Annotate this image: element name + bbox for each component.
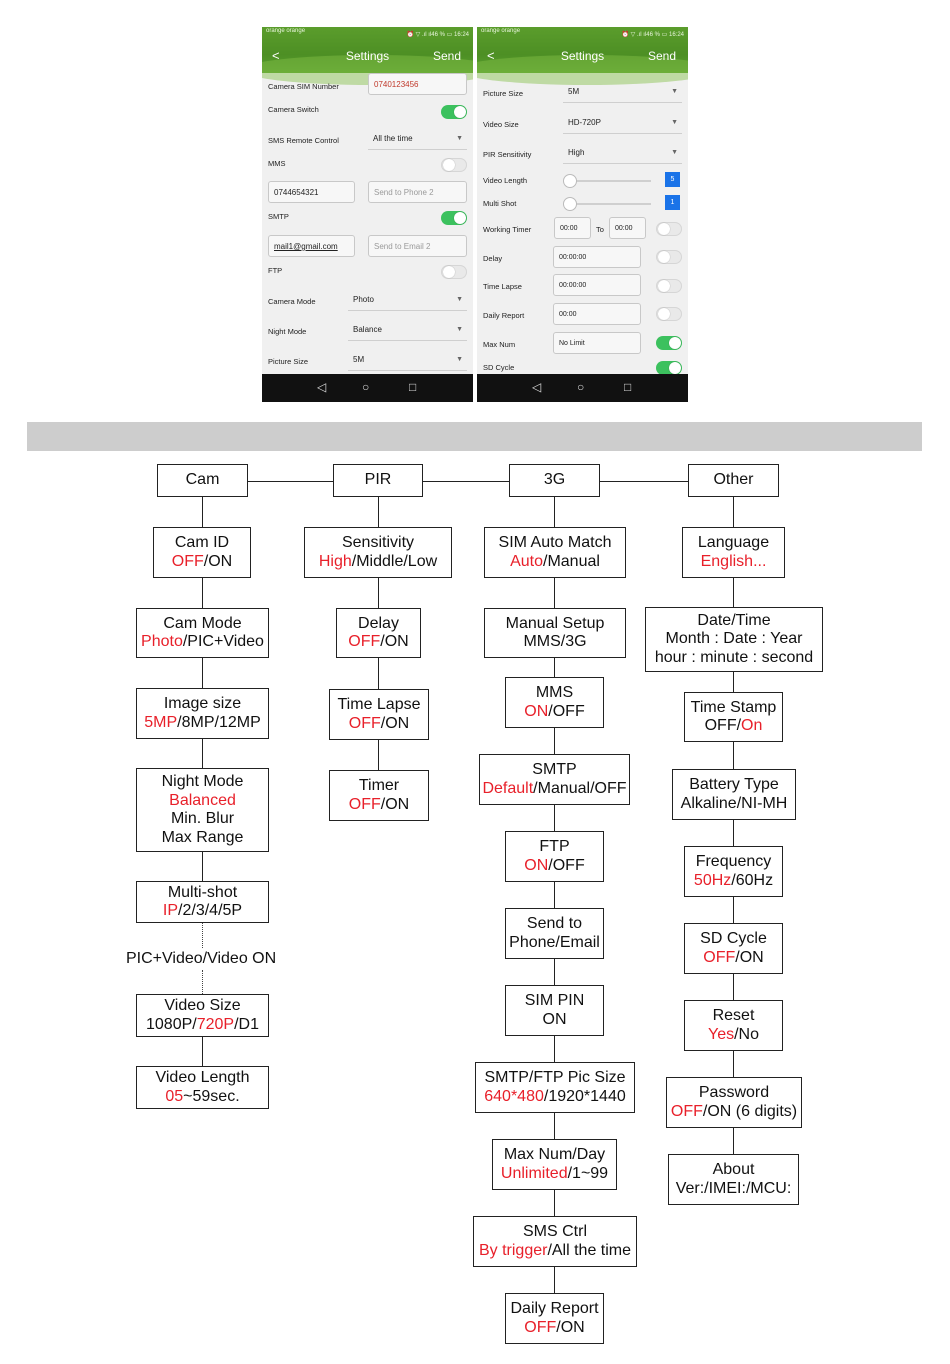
sd-cycle-box — [684, 923, 783, 974]
max-num-box — [492, 1139, 617, 1190]
box-title: Frequency — [695, 853, 772, 870]
box-title: Max Num/Day — [503, 1146, 606, 1163]
sim-pin-box — [505, 985, 604, 1036]
other-options: /Manual/OFF — [533, 779, 627, 797]
smtp-toggle[interactable] — [441, 211, 467, 225]
working-timer-toggle[interactable] — [656, 222, 682, 236]
other-header-label: Other — [713, 471, 754, 489]
connector-line — [733, 897, 734, 923]
other-options: /2/3/4/5P — [178, 902, 243, 919]
night-mode-select[interactable] — [348, 319, 467, 341]
dropdown-arrow-icon: ▼ — [456, 356, 463, 363]
night-mode-box — [136, 768, 269, 852]
connector-line — [554, 1190, 555, 1216]
mms-label: MMS — [268, 159, 286, 168]
ftp-toggle[interactable] — [441, 265, 467, 279]
mms-box — [505, 677, 604, 728]
back-icon[interactable]: < — [272, 48, 280, 63]
connector-line — [378, 578, 379, 608]
default-option: ON — [524, 856, 549, 874]
box-title: SD Cycle — [700, 930, 767, 947]
box-title: Cam Mode — [163, 614, 242, 632]
box-title: Password — [698, 1084, 770, 1101]
camera-sim-input[interactable]: 0740123456 — [368, 73, 467, 95]
connector-line — [423, 481, 509, 482]
other-options: /Middle/Low — [351, 552, 438, 570]
title-bar — [477, 46, 688, 66]
box-title: Time Stamp — [690, 698, 777, 716]
other-options: /ON — [735, 948, 764, 966]
default-option: 50Hz — [693, 871, 732, 889]
connector-line — [554, 497, 555, 527]
delay-input[interactable]: 00:00:00 — [553, 246, 641, 268]
default-option: OFF — [703, 948, 736, 966]
3g-header-label: 3G — [543, 471, 566, 489]
box-title: About — [712, 1161, 755, 1178]
connector-line — [733, 672, 734, 692]
box-title: MMS — [535, 684, 574, 701]
option-line: Month : Date : Year — [665, 630, 803, 648]
phone2-input[interactable]: Send to Phone 2 — [368, 181, 467, 203]
battery-type-box — [672, 769, 796, 820]
default-option: Auto — [510, 552, 543, 570]
night-mode-value: Balance — [353, 325, 382, 334]
nav-home-icon[interactable]: ○ — [362, 380, 370, 394]
connector-line — [202, 497, 203, 527]
connector-line — [554, 805, 555, 831]
other-options: /D1 — [234, 1015, 259, 1033]
default-option: OFF — [348, 714, 381, 732]
timer-to-label: To — [596, 225, 604, 234]
nav-back-icon[interactable]: ◁ — [532, 380, 542, 394]
smtp-label: SMTP — [268, 212, 289, 221]
other-options: /ON (6 digits) — [702, 1102, 798, 1120]
connector-line — [378, 740, 379, 770]
video-length-label: Video Length — [483, 176, 528, 185]
camera-switch-label: Camera Switch — [268, 105, 319, 114]
email1-input[interactable]: mail1@gmail.com — [268, 235, 355, 257]
default-option: OFF — [348, 633, 381, 650]
delay-label: Delay — [483, 254, 503, 263]
dropdown-arrow-icon: ▼ — [456, 135, 463, 142]
option-line: MMS/3G — [523, 633, 587, 650]
option-line: Alkaline/NI-MH — [680, 794, 788, 812]
android-nav-bar — [477, 374, 688, 402]
other-options: /ON — [380, 795, 410, 813]
page-title: Settings — [560, 49, 605, 63]
dropdown-arrow-icon: ▼ — [671, 88, 678, 95]
default-option: 05 — [165, 1087, 184, 1105]
other-options: /Manual — [543, 552, 600, 570]
video-size-label: Video Size — [483, 120, 519, 129]
time-lapse-input[interactable]: 00:00:00 — [553, 274, 641, 296]
box-title: Video Size — [164, 997, 241, 1014]
connector-line — [600, 481, 688, 482]
night-mode-label: Night Mode — [268, 327, 307, 336]
dropdown-arrow-icon: ▼ — [671, 149, 678, 156]
other-options: /1920*1440 — [543, 1087, 626, 1105]
box-title: Send to — [526, 915, 583, 932]
dropdown-arrow-icon: ▼ — [671, 119, 678, 126]
android-nav-bar — [262, 374, 473, 402]
box-title: Night Mode — [161, 773, 244, 790]
connector-line — [554, 578, 555, 608]
send-button[interactable]: Send — [647, 49, 676, 63]
cam-header — [157, 464, 248, 497]
option-prefix: 1080P/ — [146, 1015, 197, 1033]
timer-from-input[interactable]: 00:00 — [554, 217, 591, 239]
multi-shot-label: Multi Shot — [483, 199, 517, 208]
other-options: /1~99 — [567, 1164, 609, 1182]
sms-remote-label: SMS Remote Control — [268, 136, 339, 145]
default-option: Default — [482, 779, 534, 797]
other-options: /8MP/12MP — [177, 713, 261, 731]
connector-line — [554, 959, 555, 985]
pir-sensitivity-label: PIR Sensitivity — [483, 150, 532, 159]
default-option: By trigger — [478, 1241, 548, 1259]
password-box — [666, 1077, 802, 1128]
manual-setup-box — [484, 608, 626, 658]
default-option: English... — [700, 552, 767, 570]
box-title: Cam ID — [174, 534, 230, 551]
other-options: /60Hz — [731, 871, 774, 889]
pir-header — [333, 464, 423, 497]
default-option: OFF — [524, 1318, 557, 1336]
video-size-box — [136, 994, 269, 1037]
phone-screenshot-left — [262, 27, 473, 402]
multi-shot-box — [136, 881, 269, 923]
default-option: 640*480 — [484, 1087, 544, 1105]
pic-size-box — [475, 1062, 635, 1113]
other-options: ~59sec. — [183, 1087, 240, 1105]
delay-box — [336, 608, 421, 658]
sms-remote-select[interactable] — [368, 128, 467, 150]
slider-handle[interactable] — [563, 197, 577, 211]
image-size-box — [136, 688, 269, 739]
nav-home-icon[interactable]: ○ — [577, 380, 585, 394]
box-title: Time Lapse — [337, 696, 421, 713]
nav-back-icon[interactable]: ◁ — [317, 380, 327, 394]
max-num-input[interactable]: No Limit — [553, 332, 641, 354]
status-bar — [266, 29, 469, 39]
box-title: Battery Type — [689, 776, 779, 793]
video-length-slider[interactable] — [565, 180, 651, 182]
time-stamp-box — [684, 692, 783, 742]
default-option: OFF — [670, 1102, 703, 1120]
reset-box — [684, 1000, 783, 1051]
connector-line — [733, 497, 734, 527]
camera-mode-label: Camera Mode — [268, 297, 316, 306]
other-options: /OFF — [548, 856, 585, 874]
default-option: 720P — [196, 1015, 235, 1033]
option-line: Ver:/IMEI:/MCU: — [675, 1179, 792, 1197]
sim-auto-match-box — [484, 527, 626, 578]
cam-id-box — [153, 527, 251, 578]
default-option: OFF — [171, 552, 204, 570]
connector-line — [378, 658, 379, 689]
default-option: Yes — [707, 1025, 735, 1043]
box-title: Multi-shot — [167, 883, 238, 901]
title-bar — [262, 46, 473, 66]
connector-line — [378, 497, 379, 527]
other-header — [688, 464, 779, 497]
camera-sim-label: Camera SIM Number — [268, 82, 339, 91]
time-lapse-toggle[interactable] — [656, 279, 682, 293]
connector-line — [733, 1128, 734, 1154]
connector-line — [554, 658, 555, 677]
other-options: /ON — [380, 633, 409, 650]
box-title: Image size — [163, 695, 242, 712]
cam-header-label: Cam — [185, 471, 220, 489]
send-button[interactable]: Send — [432, 49, 461, 63]
mms-toggle[interactable] — [441, 158, 467, 172]
box-title: Reset — [712, 1007, 755, 1024]
other-options: /OFF — [548, 702, 585, 720]
camera-switch-toggle[interactable] — [441, 105, 467, 119]
daily-report-toggle[interactable] — [656, 307, 682, 321]
default-option: On — [741, 717, 763, 734]
box-title: SIM PIN — [524, 992, 585, 1009]
sms-remote-value: All the time — [373, 134, 413, 143]
multi-shot-value: 1 — [665, 195, 680, 210]
working-timer-label: Working Timer — [483, 225, 532, 234]
default-option: Photo — [141, 633, 183, 650]
smtp-box — [479, 754, 630, 805]
frequency-box — [684, 846, 783, 897]
connector-line — [202, 852, 203, 881]
box-title: SMTP — [532, 761, 577, 778]
box-title: SIM Auto Match — [498, 534, 612, 551]
default-option: 5MP — [144, 713, 178, 731]
other-options: /ON — [380, 714, 410, 732]
about-box — [668, 1154, 799, 1205]
option-line: Phone/Email — [509, 933, 600, 951]
sd-cycle-label: SD Cycle — [483, 363, 515, 372]
multi-shot-slider[interactable] — [565, 203, 651, 205]
connector-line — [733, 820, 734, 846]
dotted-connector — [202, 970, 203, 994]
connector-line — [733, 578, 734, 607]
timer-box — [329, 770, 429, 821]
connector-line — [554, 882, 555, 908]
box-title: Sensitivity — [341, 534, 415, 551]
option-line: ON — [542, 1010, 567, 1028]
box-title: SMTP/FTP Pic Size — [484, 1069, 626, 1086]
box-title: Daily Report — [510, 1300, 599, 1317]
3g-header — [509, 464, 600, 497]
box-title: SMS Ctrl — [523, 1223, 587, 1240]
send-to-box — [505, 908, 604, 959]
connector-line — [202, 739, 203, 768]
video-size-value: HD-720P — [568, 118, 601, 127]
video-size-select[interactable] — [563, 112, 682, 134]
cam-mode-box — [136, 608, 269, 658]
box-title: Date/Time — [697, 611, 771, 629]
camera-mode-select[interactable] — [348, 289, 467, 311]
time-lapse-label: Time Lapse — [483, 282, 522, 291]
connector-line — [554, 1036, 555, 1062]
connector-line — [554, 728, 555, 754]
option-line: Max Range — [161, 828, 244, 846]
picture-size-select[interactable] — [348, 349, 467, 371]
connector-line — [733, 974, 734, 1000]
status-icons: ⏰ ▽ .ıl ıl46 % ▭ 16:24 — [621, 32, 684, 38]
carrier-label: orange orange — [266, 28, 306, 34]
other-options: /ON — [556, 1318, 585, 1336]
picture-size-label: Picture Size — [268, 357, 309, 366]
email2-input[interactable]: Send to Email 2 — [368, 235, 467, 257]
box-title: Language — [697, 534, 770, 551]
max-num-toggle[interactable] — [656, 336, 682, 350]
picture-size-label: Picture Size — [483, 89, 524, 98]
pir-sensitivity-value: High — [568, 148, 585, 157]
daily-report-box — [505, 1293, 604, 1344]
default-option: IP — [162, 902, 179, 919]
daily-report-input[interactable]: 00:00 — [553, 303, 641, 325]
picture-size-value: 5M — [568, 87, 580, 96]
sms-ctrl-box — [473, 1216, 637, 1267]
connector-line — [554, 1113, 555, 1139]
other-options: /No — [734, 1025, 759, 1043]
dotted-connector — [202, 923, 203, 948]
box-title: Delay — [358, 614, 399, 632]
phone1-input[interactable]: 0744654321 — [268, 181, 355, 203]
connector-line — [733, 742, 734, 769]
phone-screenshot-right — [477, 27, 688, 402]
max-num-label: Max Num — [483, 340, 516, 349]
default-option: High — [318, 552, 352, 570]
delay-toggle[interactable] — [656, 250, 682, 264]
connector-line — [202, 578, 203, 608]
video-length-value: 5 — [665, 172, 680, 187]
box-title: Video Length — [155, 1069, 250, 1086]
connector-line — [248, 481, 333, 482]
other-options: /All the time — [547, 1241, 632, 1259]
slider-handle[interactable] — [563, 174, 577, 188]
connector-line — [733, 1051, 734, 1077]
sensitivity-box — [304, 527, 452, 578]
time-lapse-box — [329, 689, 429, 740]
language-box — [682, 527, 785, 578]
connector-line — [554, 1267, 555, 1293]
default-option: Unlimited — [500, 1164, 568, 1182]
nav-recent-icon[interactable]: □ — [624, 380, 632, 394]
sd-cycle-toggle[interactable] — [656, 361, 682, 375]
default-option: ON — [524, 702, 549, 720]
video-length-box — [136, 1066, 269, 1109]
carrier-label: orange orange — [481, 28, 521, 34]
daily-report-label: Daily Report — [483, 311, 525, 320]
back-icon[interactable]: < — [487, 48, 495, 63]
connector-line — [202, 1037, 203, 1066]
section-divider-bar — [27, 422, 922, 451]
box-title: Timer — [358, 777, 400, 794]
other-options: /ON — [203, 552, 233, 570]
option-line: Min. Blur — [170, 810, 235, 827]
pic-video-note: PIC+Video/Video ON — [126, 950, 277, 967]
pir-header-label: PIR — [364, 471, 392, 489]
option-line: hour : minute : second — [654, 648, 814, 666]
ftp-label: FTP — [268, 266, 283, 275]
other-options: /PIC+Video — [182, 633, 264, 650]
status-bar — [481, 29, 684, 39]
timer-to-input[interactable]: 00:00 — [609, 217, 646, 239]
picture-size-value: 5M — [353, 355, 365, 364]
page-title: Settings — [345, 49, 390, 63]
default-option: OFF — [348, 795, 381, 813]
connector-line — [202, 658, 203, 688]
date-time-box — [645, 607, 823, 672]
camera-mode-value: Photo — [353, 295, 374, 304]
ftp-box — [505, 831, 604, 882]
nav-recent-icon[interactable]: □ — [409, 380, 417, 394]
option-prefix: OFF/ — [704, 717, 742, 734]
box-title: FTP — [539, 838, 570, 855]
box-title: Manual Setup — [505, 614, 605, 632]
dropdown-arrow-icon: ▼ — [456, 326, 463, 333]
dropdown-arrow-icon: ▼ — [456, 296, 463, 303]
status-icons: ⏰ ▽ .ıl ıl46 % ▭ 16:24 — [406, 32, 469, 38]
picture-size-select[interactable] — [563, 81, 682, 103]
pir-sensitivity-select[interactable] — [563, 142, 682, 164]
default-option: Balanced — [169, 791, 236, 809]
